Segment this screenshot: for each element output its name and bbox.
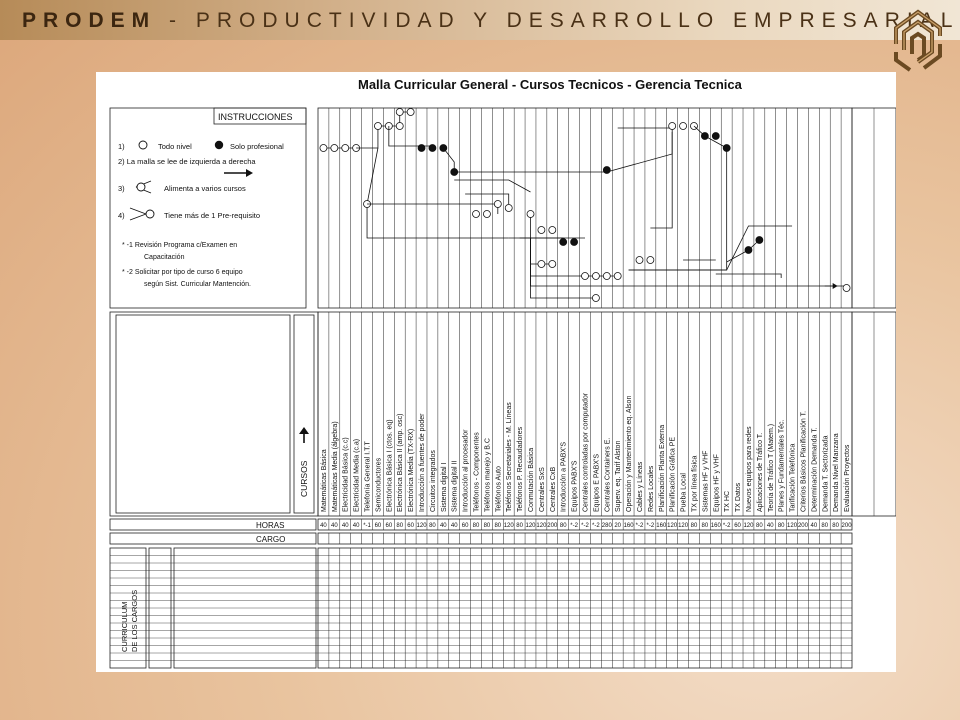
course-name: Cables y Líneas: [636, 461, 644, 512]
course-hours: 80: [429, 523, 436, 529]
course-hours: 120: [678, 523, 689, 529]
course-name: Circuitos integrados: [429, 450, 437, 512]
legend-3-label: 3): [118, 184, 125, 193]
note-2a: * -2 Solicitar por tipo de curso 6 equipo: [122, 269, 243, 276]
course-name: Teoría de Tráfico T (Matem.): [767, 423, 775, 512]
course-hours: 80: [690, 523, 698, 529]
prereq-node-open: [396, 109, 403, 116]
course-name: Telefonía General I.T.T: [364, 441, 372, 512]
course-name: Demanda T. Sectorizada: [822, 435, 830, 512]
course-name: TX HC: [724, 491, 732, 512]
prereq-node-open: [669, 123, 676, 130]
course-name: Evaluación Proyectos: [844, 444, 852, 512]
prereq-node-open: [407, 109, 414, 116]
open-node-icon: [139, 141, 147, 149]
course-name: Conmutación Básica: [528, 447, 536, 512]
course-name: Electrónica Básica II (amp. osc): [397, 413, 405, 512]
prereq-link: [356, 126, 378, 148]
prereq-node-open: [614, 273, 621, 280]
course-hours: 60: [374, 523, 382, 529]
course-hours: *-2: [581, 523, 589, 529]
branch-node-icon: [136, 181, 151, 193]
legend-4: Tiene más de 1 Pre-requisito: [164, 211, 261, 220]
prodem-logo-icon: [888, 6, 950, 76]
course-name: Tarificación Telefónica: [789, 443, 797, 512]
course-name: Introducción al procesador: [462, 429, 470, 512]
course-name: Teléfonos Auto: [495, 466, 503, 512]
cursos-label: CURSOS: [299, 460, 309, 497]
course-hours: 60: [734, 523, 741, 529]
prereq-link: [531, 238, 596, 298]
prereq-node-open: [505, 205, 512, 212]
course-name: Sistemas HF y VHF: [702, 450, 710, 512]
course-name: Criterios Básicos Planificación T.: [800, 410, 808, 512]
course-name: Centrales Containers E.: [604, 437, 612, 512]
course-hours: *-2: [722, 523, 731, 529]
course-name: Pueba Local: [680, 473, 688, 512]
curriculum-label-2: DE LOS CARGOS: [130, 589, 139, 652]
brand-name: PRODEM: [22, 9, 157, 32]
multi-prereq-node-icon: [130, 208, 154, 220]
course-name: TX por línea física: [691, 455, 699, 512]
course-hours: 80: [777, 523, 785, 529]
arrow-right-icon: [224, 169, 253, 177]
course-hours: 160: [623, 523, 634, 529]
course-hours: 40: [439, 523, 447, 529]
prereq-node-filled: [603, 167, 610, 174]
legend-2: 2) La malla se lee de izquierda a derecha: [118, 157, 256, 166]
course-hours: 40: [352, 523, 360, 529]
prereq-node-filled: [571, 239, 578, 246]
course-name: Planificación Planta Externa: [658, 424, 666, 512]
prereq-node-open: [680, 123, 687, 130]
course-name: Superv. eq. Tarif Alston: [615, 440, 623, 512]
prereq-node-open: [582, 273, 589, 280]
prereq-node-open: [636, 257, 643, 264]
horas-label: HORAS: [256, 521, 285, 530]
course-hours: *-2: [646, 523, 655, 529]
prereq-node-open: [592, 273, 599, 280]
course-hours: 120: [525, 523, 536, 529]
legend-1-label: 1): [118, 142, 125, 151]
course-name: Operación y Mantenimiento eq. Alson: [626, 395, 634, 512]
course-hours: 80: [494, 523, 502, 529]
legend-1-open: Todo nivel: [158, 142, 192, 151]
course-hours: 280: [601, 523, 612, 529]
course-hours: 60: [385, 523, 393, 529]
course-name: Equipos PABX'S: [571, 460, 579, 512]
prereq-link: [465, 194, 509, 204]
prereq-node-open: [527, 211, 534, 218]
brand-header: [22, 6, 959, 36]
course-name: Matemáticas Media (álgebra): [331, 421, 339, 512]
prereq-node-filled: [429, 145, 436, 152]
prereq-node-open: [331, 145, 338, 152]
prereq-node-open: [342, 145, 349, 152]
cursos-arrow-icon: [299, 427, 309, 443]
course-hours: 80: [701, 523, 709, 529]
course-hours: *-2: [635, 523, 644, 529]
course-hours: 40: [320, 523, 327, 529]
filled-node-icon: [215, 141, 223, 149]
course-name: Introducción a fuentes de poder: [419, 413, 427, 512]
course-name: TX Datos: [735, 482, 743, 512]
course-hours: 120: [787, 523, 798, 529]
course-name: Centrales controladas por computador: [582, 392, 590, 512]
course-hours: *-1: [363, 523, 371, 529]
prereq-node-open: [483, 211, 490, 218]
course-name: Teléfonos - Componentes: [473, 432, 481, 512]
prereq-node-filled: [418, 145, 425, 152]
course-name: Electricidad Básica (c.c): [342, 437, 350, 512]
course-hours: 20: [614, 523, 622, 529]
prereq-node-open: [592, 295, 599, 302]
instructions-heading: INSTRUCCIONES: [218, 112, 293, 122]
course-hours: 160: [710, 523, 721, 529]
prereq-node-open: [647, 257, 654, 264]
course-hours: *-2: [592, 523, 600, 529]
course-hours: 60: [461, 523, 469, 529]
prereq-node-filled: [560, 239, 567, 246]
course-hours: 200: [797, 523, 808, 529]
course-hours: 120: [416, 523, 427, 529]
prereq-node-open: [549, 261, 556, 268]
curricular-grid: [96, 72, 896, 672]
course-hours: 80: [483, 523, 491, 529]
course-hours: *-2: [570, 523, 578, 529]
prereq-link: [716, 274, 781, 278]
course-name: Equipos E PABX'S: [593, 453, 601, 512]
course-name: Equipos HF y VHF: [713, 454, 721, 512]
note-1a: * -1 Revisión Programa c/Examen en: [122, 242, 238, 249]
note-2b: según Sist. Curricular Mantención.: [144, 281, 251, 288]
legend-1-filled: Solo profesional: [230, 142, 284, 151]
sheet-title: Malla Curricular General - Cursos Tecnicos - Gerencia Tecnica: [358, 77, 742, 92]
prereq-link: [520, 238, 564, 242]
curriculum-label-1: CURRICULUM: [120, 601, 129, 652]
course-hours: 40: [810, 523, 818, 529]
course-hours: 120: [503, 523, 514, 529]
course-hours: 120: [536, 523, 547, 529]
course-name: Electricidad Media (c.a): [353, 438, 361, 512]
prereq-link: [607, 132, 672, 172]
course-hours: 80: [832, 523, 839, 529]
course-name: Nuevos equipos para redes: [745, 426, 753, 512]
prereq-node-open: [320, 145, 327, 152]
course-hours: 120: [743, 523, 754, 529]
cargo-frame: [318, 533, 852, 544]
course-hours: 40: [331, 523, 338, 529]
course-name: Teléfonos manejo y B.C: [484, 438, 492, 512]
course-name: Electrónica Básica I (ctos. eq): [386, 419, 394, 512]
course-hours: 40: [766, 523, 774, 529]
course-name: Teléfonos P. Recaudadores: [517, 426, 525, 512]
course-name: Centrales CxB: [549, 466, 557, 512]
course-name: Introducción a PABX'S: [560, 441, 568, 512]
legend-4-label: 4): [118, 211, 125, 220]
course-hours: 200: [841, 523, 852, 529]
cargo-label: CARGO: [256, 535, 286, 544]
course-hours: 80: [472, 523, 480, 529]
course-name: Sistema digital I: [440, 462, 448, 512]
course-hours: 40: [450, 523, 458, 529]
course-name: Centrales SxS: [538, 467, 546, 512]
course-name: Semiconductores: [375, 457, 383, 512]
course-hours: 160: [656, 523, 667, 529]
course-hours: 80: [821, 523, 829, 529]
prereq-link: [389, 126, 433, 146]
course-hours: 120: [667, 523, 678, 529]
course-hours: 80: [756, 523, 763, 529]
course-name: Electrónica Media (TX-RX): [408, 428, 416, 512]
course-hours: 80: [559, 523, 567, 529]
course-name: Planificación Gráfica PE: [669, 436, 677, 512]
prereq-node-open: [843, 285, 850, 292]
prereq-node-open: [603, 273, 610, 280]
brand-tagline: - PRODUCTIVIDAD Y DESARROLLO EMPRESARIAL: [169, 9, 960, 32]
course-name: Sistema digital II: [451, 460, 459, 512]
prereq-node-open: [374, 123, 381, 130]
course-hours: 80: [396, 523, 404, 529]
prereq-node-filled: [712, 133, 719, 140]
course-name: Teléfonos Secretariales - M. Líneas: [506, 402, 514, 512]
course-hours: 200: [547, 523, 558, 529]
curricular-sheet: [96, 72, 896, 672]
legend-3: Alimenta a varios cursos: [164, 184, 246, 193]
arrow-right-icon: [833, 283, 838, 289]
course-hours: 40: [341, 523, 349, 529]
course-name: Planes y Fundamentales Téc.: [778, 419, 786, 512]
course-hours: 80: [516, 523, 523, 529]
course-name: Determinación Demanda T.: [811, 427, 819, 512]
prereq-node-open: [396, 123, 403, 130]
course-name: Aplicaciones de Tráfico T.: [756, 432, 764, 512]
prereq-node-open: [549, 227, 556, 234]
prereq-node-open: [538, 227, 545, 234]
course-hours: 60: [407, 523, 414, 529]
course-name: Redes Locales: [647, 465, 655, 512]
note-1b: Capacitación: [144, 254, 185, 261]
prereq-node-open: [473, 211, 480, 218]
instructions-panel: [110, 108, 306, 308]
prereq-node-open: [494, 201, 501, 208]
course-name: Matemáticas Básica: [320, 449, 328, 512]
prereq-node-open: [538, 261, 545, 268]
cursos-panel: [110, 312, 318, 516]
course-name: Demanda Nivel Manzana: [833, 433, 841, 512]
